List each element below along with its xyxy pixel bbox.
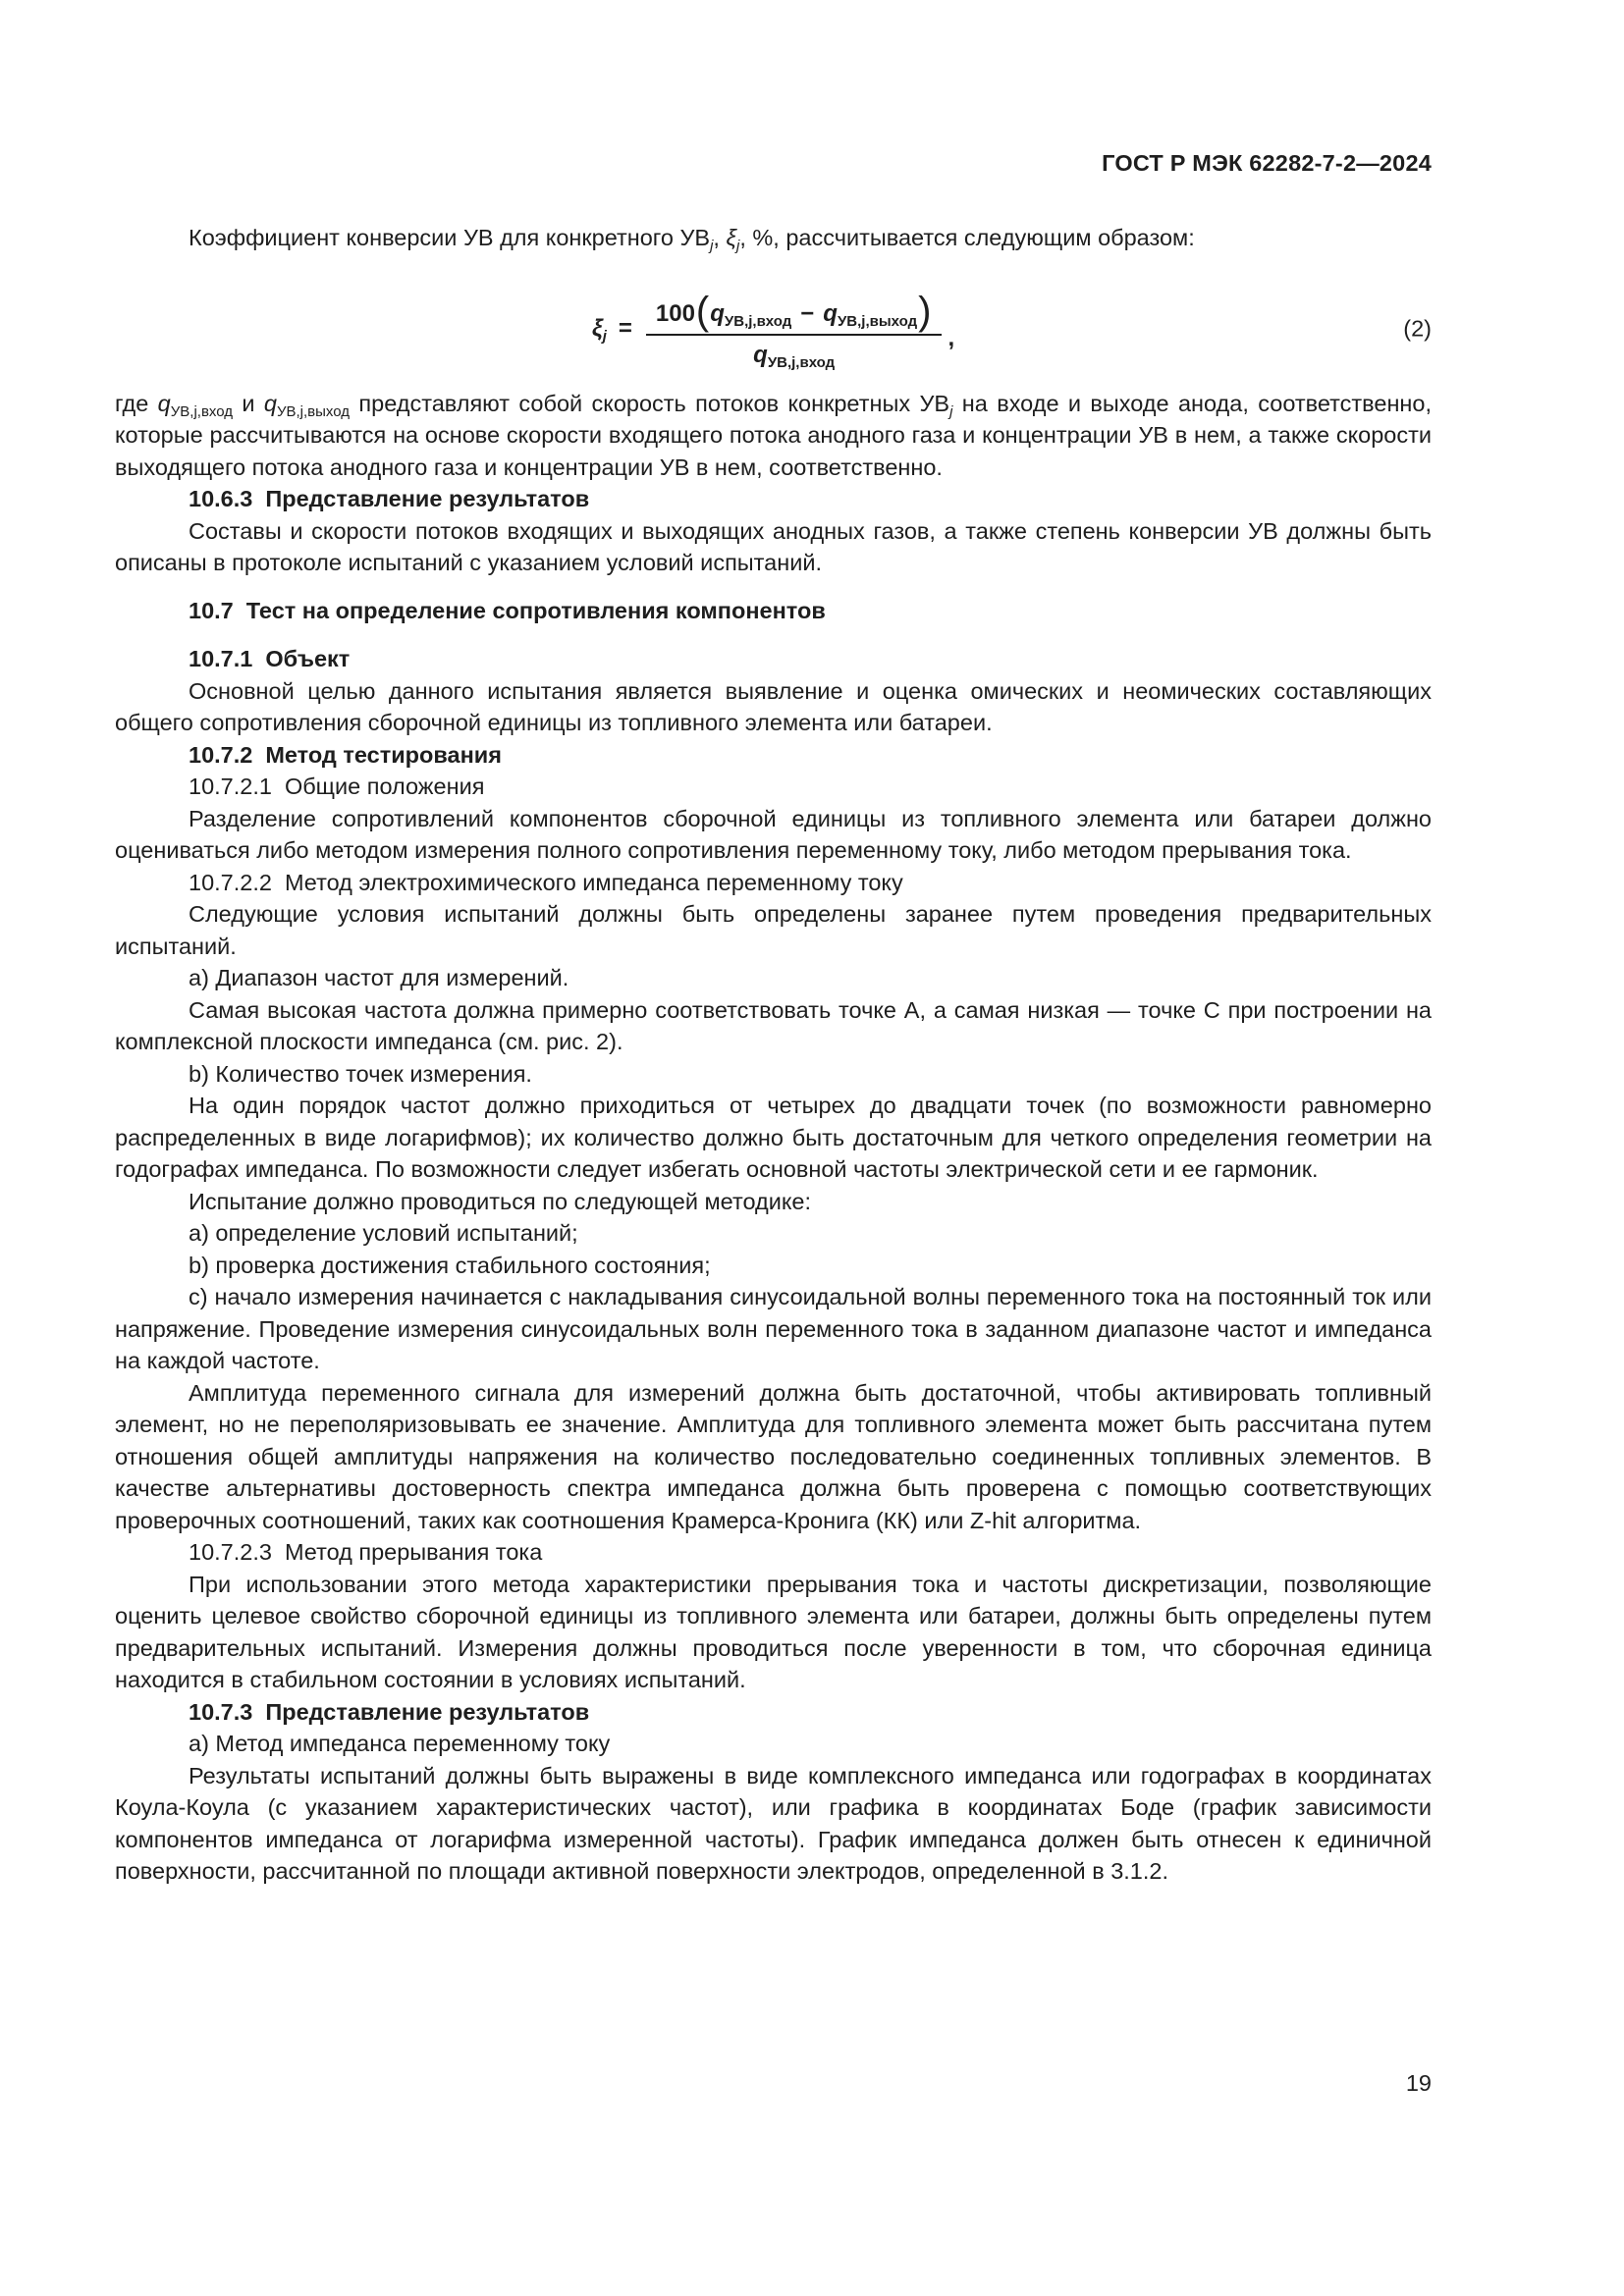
equation-number: (2) bbox=[1403, 315, 1432, 341]
text-run: на входе и выходе анода, соответственно, которые рассчитываются на основе скорости входящего потока анодного газа и концентрации УВ в нем, а также скорости выходящего потока анодного газа и концентрации УВ в нем, соответственно. bbox=[115, 390, 1432, 480]
text-run: и bbox=[233, 390, 264, 416]
close-paren: ) bbox=[918, 289, 932, 333]
heading-10-6-3 bbox=[115, 483, 1432, 515]
xi-subscript: j bbox=[602, 327, 607, 345]
heading-number: 10.7 bbox=[189, 597, 234, 623]
list-item-b-stable-state: b) проверка достижения стабильного состояния; bbox=[189, 1252, 711, 1278]
paragraph-results: Результаты испытаний должны быть выражены в виде комплексного импеданса или годографах в координатах Коула-Коула (с указанием характеристических частот), или графика в координатах Боде (график зависимости компонентов импеданса от логарифма измеренной частоты). График импеданса должен быть отнесен к единичной поверхности, рассчитанной по площади активной поверхности электродов, определенной в 3.1.2. bbox=[115, 1762, 1432, 1884]
text-run: , %, рассчитывается следующим образом: bbox=[739, 225, 1195, 250]
text-run: , bbox=[713, 225, 727, 250]
heading-title: Объект bbox=[265, 646, 351, 671]
paragraph-where-definition bbox=[115, 388, 1432, 484]
minus-sign: − bbox=[800, 299, 815, 327]
paragraph-preliminary-tests: Следующие условия испытаний должны быть определены заранее путем проведения предварительных испытаний. bbox=[115, 901, 1432, 959]
heading-10-7-2-1 bbox=[115, 771, 1432, 803]
heading-number: 10.6.3 bbox=[189, 486, 253, 511]
xi-symbol: ξ bbox=[591, 314, 603, 342]
heading-number: 10.7.3 bbox=[189, 1698, 253, 1725]
text-run: представляют собой скорость потоков конкретных УВ bbox=[350, 390, 950, 416]
heading-10-7-1 bbox=[115, 643, 1432, 675]
paragraph-10-7-2-3-body: При использовании этого метода характеристики прерывания тока и частоты дискретизации, позволяющие оценить целевое свойство сборочной единицы из топливного элемента или батареи, должны быть определены путем предварительных испытаний. Измерения должны проводиться после уверенности в том, что сборочная единица находится в стабильном состоянии в условиях испытаний. bbox=[115, 1571, 1432, 1692]
fraction-denominator bbox=[753, 336, 835, 369]
q-inlet-subscript: УВ,j,вход bbox=[724, 312, 792, 330]
text-run: Коэффициент конверсии УВ для конкретного УВ bbox=[189, 225, 711, 250]
heading-number: 10.7.2.1 bbox=[189, 774, 272, 799]
heading-10-7 bbox=[115, 595, 1432, 627]
text-run: ξ bbox=[726, 225, 736, 250]
text-run: где bbox=[115, 390, 158, 416]
heading-number: 10.7.1 bbox=[189, 646, 253, 671]
equation-body bbox=[592, 289, 954, 369]
text-run: j bbox=[735, 238, 740, 254]
coefficient: 100 bbox=[655, 299, 695, 327]
q-outlet-symbol: q bbox=[823, 299, 838, 327]
q-inlet-symbol: q bbox=[710, 299, 725, 327]
document-header: ГОСТ Р МЭК 62282-7-2—2024 bbox=[1102, 150, 1432, 176]
heading-title: Тест на определение сопротивления компонентов bbox=[245, 597, 826, 623]
page-body bbox=[115, 147, 1432, 1888]
fraction bbox=[646, 289, 943, 369]
paragraph-10-7-2-1-body: Разделение сопротивлений компонентов сборочной единицы из топливного элемента или батареи должно оцениваться либо методом измерения полного сопротивления переменному току, либо методом прерывания тока. bbox=[115, 805, 1432, 863]
q-outlet-subscript: УВ,j,выход bbox=[837, 312, 918, 330]
list-item-a-frequency-range: a) Диапазон частот для измерений. bbox=[189, 965, 569, 990]
formula-comma: , bbox=[947, 324, 955, 351]
paragraph-measurement-points-body: На один порядок частот должно приходиться от четырех до двадцати точек (по возможности равномерно распределенных в виде логарифмов); их количество должно быть достаточным для четкого определения геометрии на годографах импеданса. По возможности следует избегать основной частоты электрической сети и ее гармоник. bbox=[115, 1093, 1432, 1182]
content-intro bbox=[115, 222, 1432, 254]
list-item-c-measurement-start: c) начало измерения начинается с накладывания синусоидальной волны переменного тока на постоянный ток или напряжение. Проведение измерения синусоидальных волн переменного тока в заданном диапазоне частот и импеданса на каждой частоте. bbox=[115, 1284, 1432, 1373]
paragraph-10-6-3-body: Составы и скорости потоков входящих и выходящих анодных газов, а также степень конверсии УВ должны быть описаны в протоколе испытаний с указанием условий испытаний. bbox=[115, 517, 1432, 575]
heading-10-7-2-3 bbox=[115, 1536, 1432, 1569]
heading-title: Представление результатов bbox=[265, 486, 590, 511]
equation-lhs bbox=[592, 315, 607, 343]
heading-title: Представление результатов bbox=[265, 1698, 590, 1725]
heading-10-7-3 bbox=[115, 1696, 1432, 1729]
heading-title: Общие положения bbox=[284, 774, 485, 799]
equals-sign: = bbox=[618, 314, 632, 342]
paragraph-amplitude: Амплитуда переменного сигнала для измерений должна быть достаточной, чтобы активировать топливный элемент, но не переполяризовывать ее значение. Амплитуда для топливного элемента может быть рассчитана путем отношения общей амплитуды напряжения на количество последовательно соединенных топливных элементов. В качестве альтернативы достоверность спектра импеданса должна быть проверена с помощью соответствующих проверочных соотношений, таких как соотношения Крамерса-Кронига (КК) или Z-hit алгоритма. bbox=[115, 1379, 1432, 1533]
text-run: УВ,j,выход bbox=[276, 402, 351, 420]
heading-number: 10.7.2.3 bbox=[189, 1539, 272, 1565]
heading-number: 10.7.2.2 bbox=[189, 869, 272, 895]
list-item-a-conditions: a) определение условий испытаний; bbox=[189, 1220, 578, 1246]
open-paren: ( bbox=[695, 289, 710, 333]
heading-title: Метод тестирования bbox=[265, 741, 502, 768]
page-number: 19 bbox=[1405, 2070, 1432, 2096]
heading-title: Метод электрохимического импеданса переменному току bbox=[284, 869, 903, 895]
paragraph-10-7-1-body: Основной целью данного испытания является выявление и оценка омических и неомических составляющих общего сопротивления сборочной единицы из топливного элемента или батареи. bbox=[115, 677, 1432, 735]
heading-title: Метод прерывания тока bbox=[284, 1539, 543, 1565]
heading-number: 10.7.2 bbox=[189, 741, 253, 768]
q-denominator-symbol: q bbox=[753, 341, 768, 368]
text-run: УВ,j,вход bbox=[170, 402, 234, 420]
q-denominator-subscript: УВ,j,вход bbox=[767, 353, 836, 371]
text-run: q bbox=[263, 390, 277, 416]
list-item-a-impedance-method: a) Метод импеданса переменному току bbox=[189, 1731, 611, 1756]
paragraph-conversion-intro bbox=[115, 222, 1432, 254]
text-run: j bbox=[949, 402, 953, 420]
paragraph-frequency-range-body: Самая высокая частота должна примерно соответствовать точке A, а самая низкая — точке C при построении на комплексной плоскости импеданса (см. рис. 2). bbox=[115, 996, 1432, 1054]
paragraph-procedure-intro: Испытание должно проводиться по следующей методике: bbox=[189, 1188, 811, 1214]
text-run: q bbox=[157, 390, 171, 416]
heading-10-7-2-2 bbox=[115, 867, 1432, 899]
heading-10-7-2 bbox=[115, 739, 1432, 772]
equation-2 bbox=[115, 274, 1432, 384]
content-blocks bbox=[115, 388, 1432, 1888]
text-run: j bbox=[710, 238, 714, 254]
list-item-b-measurement-points: b) Количество точек измерения. bbox=[189, 1060, 532, 1087]
fraction-numerator bbox=[646, 289, 943, 336]
